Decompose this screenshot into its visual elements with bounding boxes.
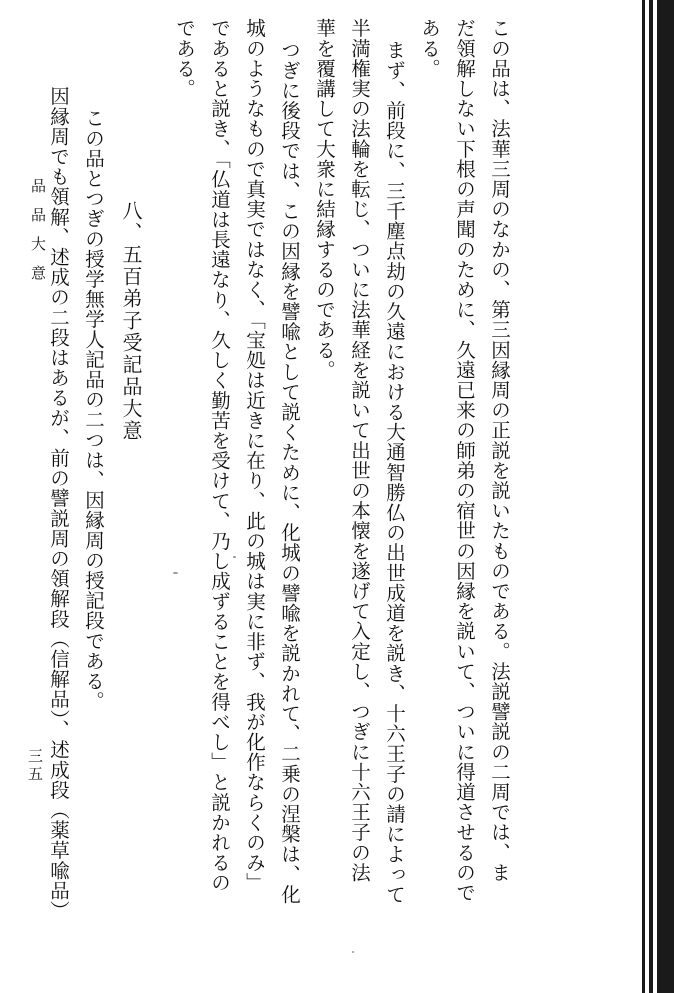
body-column-1: この品は、法華三周のなかの、第三因縁周の正説を説いたものである。法説譬説の二周では、ま	[488, 18, 511, 883]
scan-speck	[233, 556, 236, 558]
body-column-2: だ領解しない下根の声聞のために、久遠已来の師弟の宿世の因縁を説いて、ついに得道させるので	[453, 18, 476, 903]
page-number: 三五	[26, 748, 44, 784]
section-column-1: この品とつぎの授学無学人記品の二つは、因縁周の授記段である。	[82, 108, 105, 711]
section-column-2: 因縁周でも領解、述成の二段はあるが、前の譬説周の領解段（信解品）、述成段（薬草喩品）	[47, 86, 70, 921]
scan-speck	[352, 951, 354, 953]
body-column-3: ある。	[418, 18, 441, 79]
running-head: 品品大意	[29, 178, 47, 294]
scan-speck	[173, 572, 178, 574]
body-column-7: つぎに後段では、この因縁を譬喩として説くために、化城の譬喩を説かれて、二乗の涅槃は、化	[278, 40, 301, 905]
section-heading: 八、五百弟子受記品大意	[119, 200, 143, 442]
body-column-9: であると説き、「仏道は長遠なり、久しく勤苦を受けて、乃し成ずることを得べし」と説かれるの	[208, 18, 231, 893]
body-column-5: 半満権実の法輪を転じ、ついに法華経を説いて出世の本懐を遂げて入定し、つぎに十六王子の法	[348, 18, 371, 883]
body-column-6: 華を覆講して大衆に結縁するのである。	[313, 18, 336, 380]
scan-edge	[638, 0, 674, 993]
body-column-10: である。	[173, 18, 196, 99]
body-column-4: まず、前段に、三千塵点劫の久遠における大通智勝仏の出世成道を説き、十六王子の請によって	[383, 40, 406, 905]
body-column-8: 城のようなもので真実ではなく、「宝処は近きに在り、此の城は実に非ず、我が化作ならくのみ」	[243, 18, 266, 893]
